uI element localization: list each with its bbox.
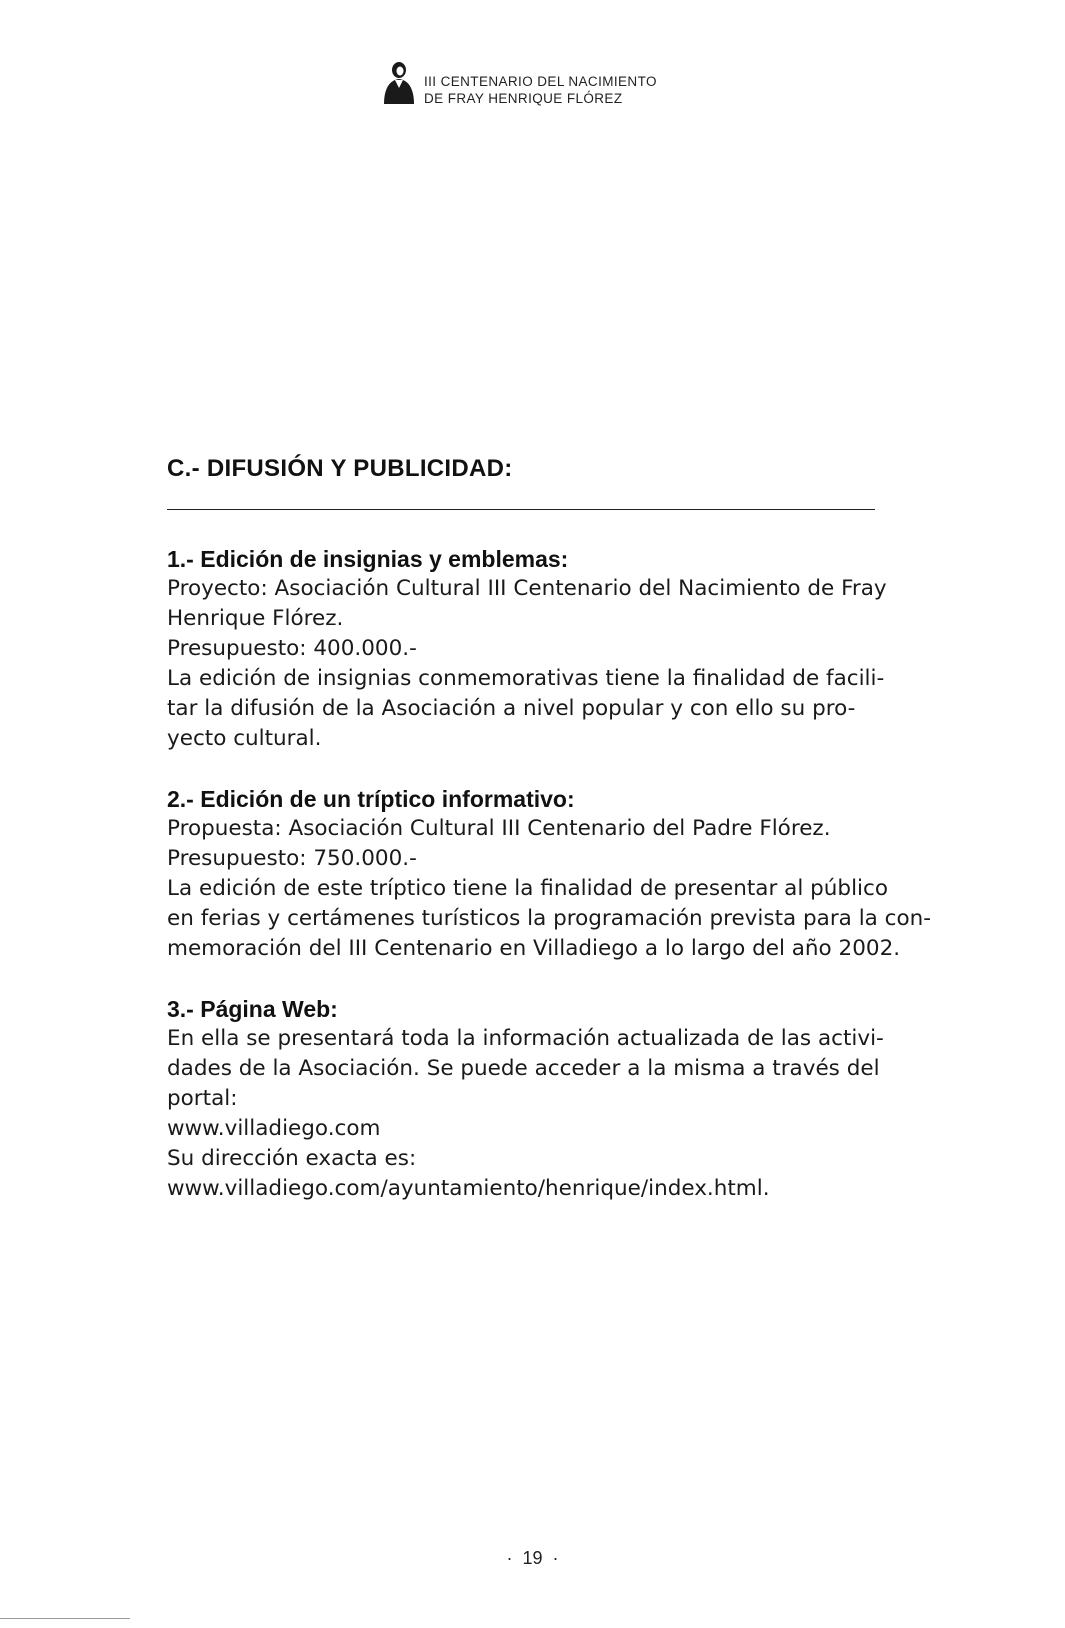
section-title: C.- DIFUSIÓN Y PUBLICIDAD:	[167, 455, 513, 482]
item-text-line: portal:	[167, 1086, 238, 1111]
header-line-2: DE FRAY HENRIQUE FLÓREZ	[424, 91, 623, 106]
item-text-line: Su dirección exacta es:	[167, 1146, 417, 1171]
item-text-line: yecto cultural.	[167, 726, 322, 751]
item-text-line: Henrique Flórez.	[167, 606, 344, 631]
item-text-line: La edición de insignias conmemorativas tiene la finalidad de facili-	[167, 666, 885, 691]
item-insignias	[167, 544, 887, 754]
page-dot-right: ·	[552, 1548, 559, 1568]
header-title	[424, 58, 657, 107]
item-text-line: dades de la Asociación. Se puede acceder a la misma a través del	[167, 1056, 880, 1081]
budget-line: Presupuesto: 750.000.-	[167, 846, 417, 871]
item-title: 3.- Página Web:	[167, 996, 338, 1022]
item-text-line: en ferias y certámenes turísticos la programación prevista para la con-	[167, 906, 932, 931]
item-title: 1.- Edición de insignias y emblemas:	[167, 546, 569, 572]
scan-edge-line	[0, 1618, 130, 1619]
item-text-line: Proyecto: Asociación Cultural III Centenario del Nacimiento de Fray	[167, 576, 887, 601]
item-title: 2.- Edición de un tríptico informativo:	[167, 786, 575, 812]
page-dot-left: ·	[506, 1548, 513, 1568]
item-triptico	[167, 784, 932, 964]
header-line-1: III CENTENARIO DEL NACIMIENTO	[424, 74, 657, 89]
exact-url: www.villadiego.com/ayuntamiento/henrique/index.html.	[167, 1176, 770, 1201]
page-number	[0, 1548, 1065, 1569]
page-header	[380, 58, 657, 107]
item-text-line: tar la difusión de la Asociación a nivel popular y con ello su pro-	[167, 696, 856, 721]
budget-line: Presupuesto: 400.000.-	[167, 636, 417, 661]
item-text-line: Propuesta: Asociación Cultural III Centenario del Padre Flórez.	[167, 816, 831, 841]
item-pagina-web	[167, 994, 882, 1204]
item-text-line: La edición de este tríptico tiene la finalidad de presentar al público	[167, 876, 888, 901]
friar-portrait-icon	[380, 58, 416, 106]
portal-url: www.villadiego.com	[167, 1116, 381, 1141]
item-text-line: memoración del III Centenario en Villadiego a lo largo del año 2002.	[167, 936, 901, 961]
section-divider	[167, 509, 875, 510]
section-content	[167, 544, 932, 1234]
page-number-value: 19	[522, 1548, 543, 1568]
item-text-line: En ella se presentará toda la información actualizada de las activi-	[167, 1026, 884, 1051]
